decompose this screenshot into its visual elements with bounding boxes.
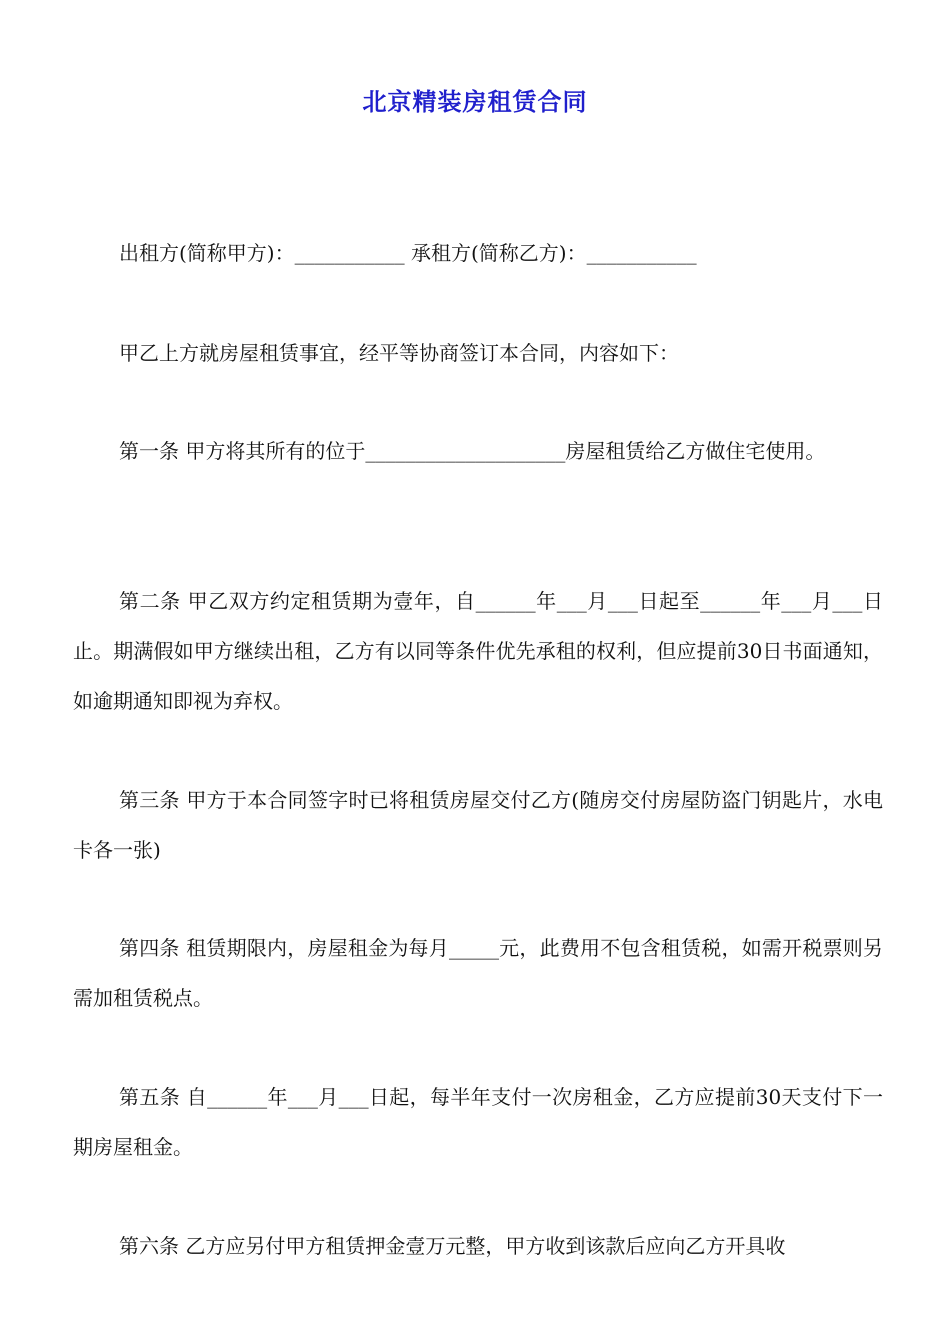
article-5: 第五条 自______年___月___日起，每半年支付一次房租金，乙方应提前30天支付下一期房屋租金。 — [73, 1085, 883, 1159]
parties-line: 出租方(简称甲方)：___________ 承租方(简称乙方)：___________ — [119, 241, 697, 265]
document-title: 北京精装房租赁合同 — [362, 88, 588, 116]
article-6: 第六条 乙方应另付甲方租赁押金壹万元整，甲方收到该款后应向乙方开具收 — [119, 1234, 786, 1258]
article-4: 第四条 租赁期限内，房屋租金为每月_____元，此费用不包含租赁税，如需开税票则另需加租赁税点。 — [73, 936, 883, 1010]
article-2: 第二条 甲乙双方约定租赁期为壹年，自______年___月___日起至______年___月___日止。期满假如甲方继续出租，乙方有以同等条件优先承租的权利，但应提前30日书面通知，如逾期通知即视为弃权。 — [73, 589, 883, 713]
article-1: 第一条 甲方将其所有的位于____________________房屋租赁给乙方做住宅使用。 — [119, 439, 826, 463]
intro-paragraph: 甲乙上方就房屋租赁事宜，经平等协商签订本合同，内容如下： — [119, 341, 679, 365]
article-3: 第三条 甲方于本合同签字时已将租赁房屋交付乙方(随房交付房屋防盗门钥匙片，水电卡各一张) — [73, 788, 883, 862]
